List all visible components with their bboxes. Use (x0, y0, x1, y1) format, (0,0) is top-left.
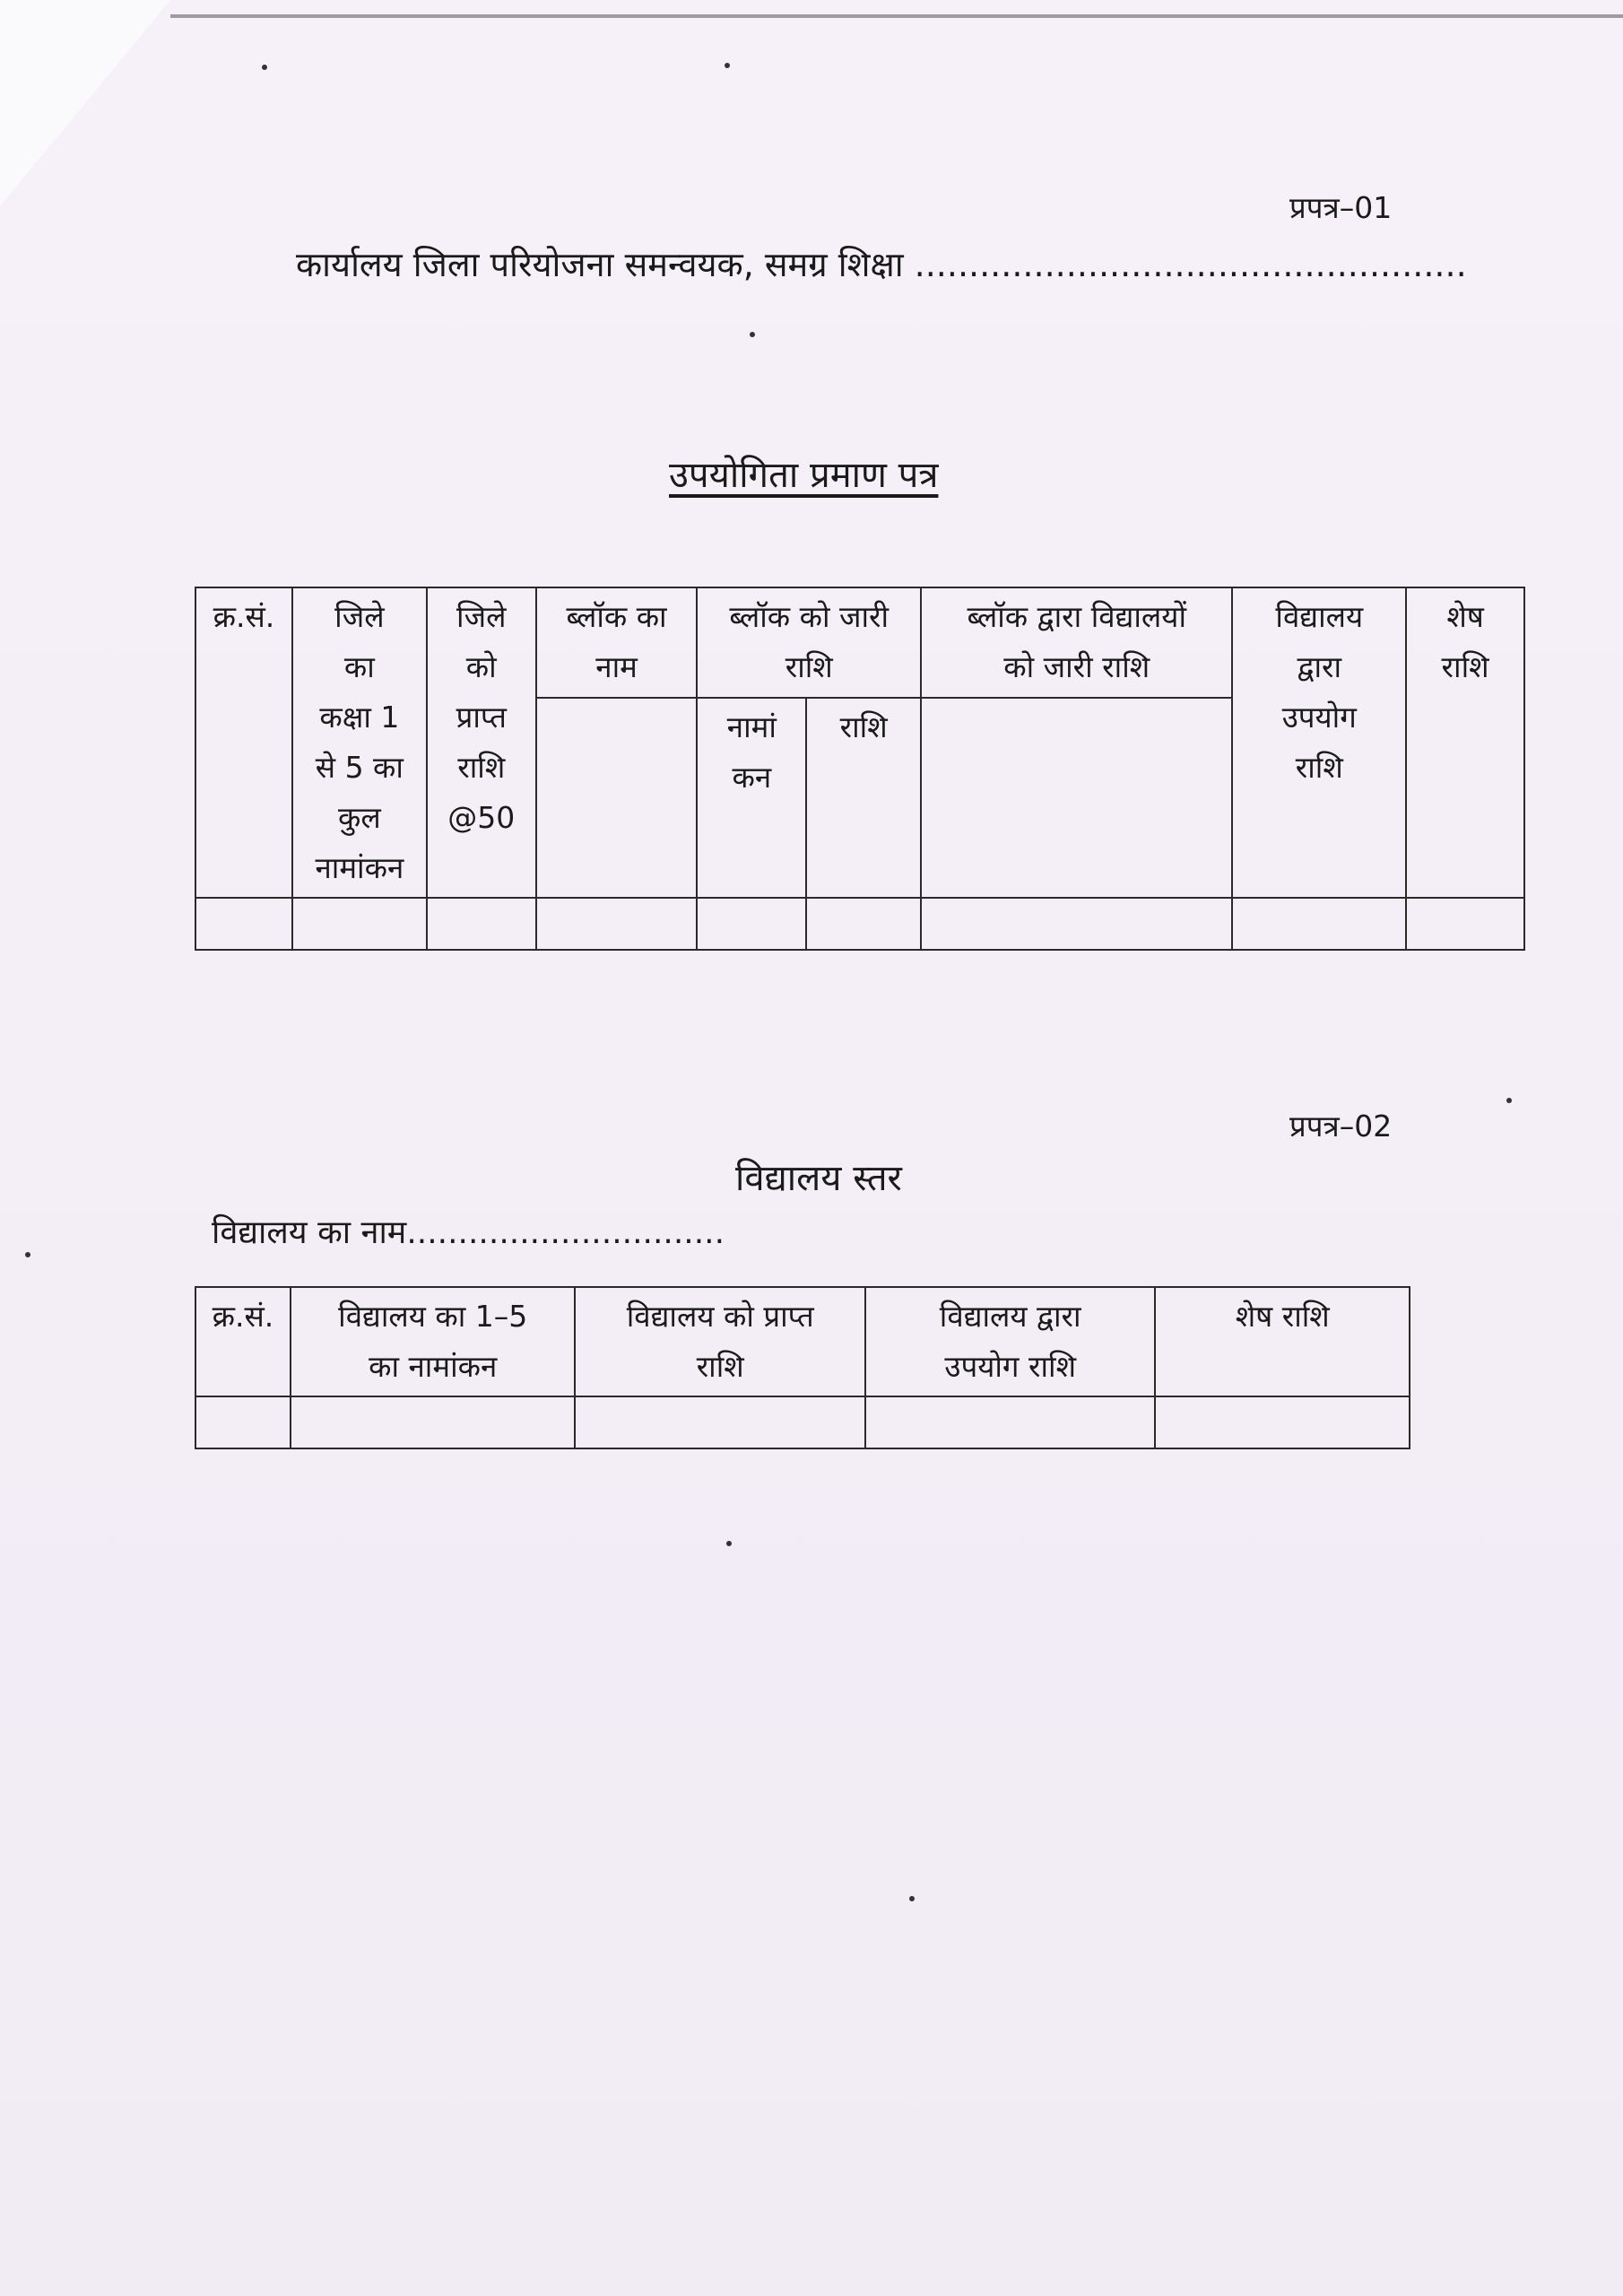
page-top-edge (170, 14, 1623, 18)
office-line: कार्यालय जिला परियोजना समन्वयक, समग्र शिक्षा ................................................... (296, 245, 1467, 284)
scan-speck (1506, 1098, 1512, 1103)
header-district-received: जिले को प्राप्त राशि @50 (427, 587, 536, 898)
form2-number: प्रपत्र–02 (1289, 1109, 1393, 1144)
form1-title: उपयोगिता प्रमाण पत्र (669, 455, 939, 496)
scan-speck (909, 1896, 915, 1901)
form2-header-used: विद्यालय द्वारा उपयोग राशि (865, 1287, 1156, 1396)
school-name-line: विद्यालय का नाम............................... (212, 1214, 725, 1251)
form1-number: प्रपत्र–01 (1289, 190, 1393, 225)
form2-header-sno: क्र.सं. (195, 1287, 291, 1396)
form1-table (195, 587, 1525, 951)
scan-speck (726, 1541, 732, 1546)
scan-speck (725, 63, 730, 68)
scan-speck (262, 65, 267, 70)
form2-header-balance: शेष राशि (1155, 1287, 1410, 1396)
header-block-name: ब्लॉक का नाम (536, 587, 698, 698)
subheader-amount: राशि (806, 698, 921, 898)
header-school-used: विद्यालय द्वारा उपयोग राशि (1232, 587, 1406, 898)
header-balance: शेष राशि (1406, 587, 1524, 898)
scan-speck (750, 332, 755, 337)
header-sno: क्र.सं. (195, 587, 292, 898)
form1-empty-row (195, 898, 1524, 950)
form2-empty-row (195, 1396, 1410, 1448)
subheader-blank-block-name (536, 698, 698, 898)
form2-header-enrolment: विद्यालय का 1–5 का नामांकन (291, 1287, 576, 1396)
header-district-enrolment: जिले का कक्षा 1 से 5 का कुल नामांकन (292, 587, 427, 898)
subheader-blank-block-to-school (921, 698, 1232, 898)
form2-table (195, 1286, 1410, 1449)
header-block-issued: ब्लॉक को जारी राशि (697, 587, 921, 698)
form2-header-received: विद्यालय को प्राप्त राशि (575, 1287, 865, 1396)
page-fold (0, 0, 170, 206)
subheader-enrolment: नामां कन (697, 698, 806, 898)
header-block-to-school: ब्लॉक द्वारा विद्यालयों को जारी राशि (921, 587, 1232, 698)
scan-speck (25, 1252, 30, 1257)
form2-title: विद्यालय स्तर (735, 1158, 902, 1199)
